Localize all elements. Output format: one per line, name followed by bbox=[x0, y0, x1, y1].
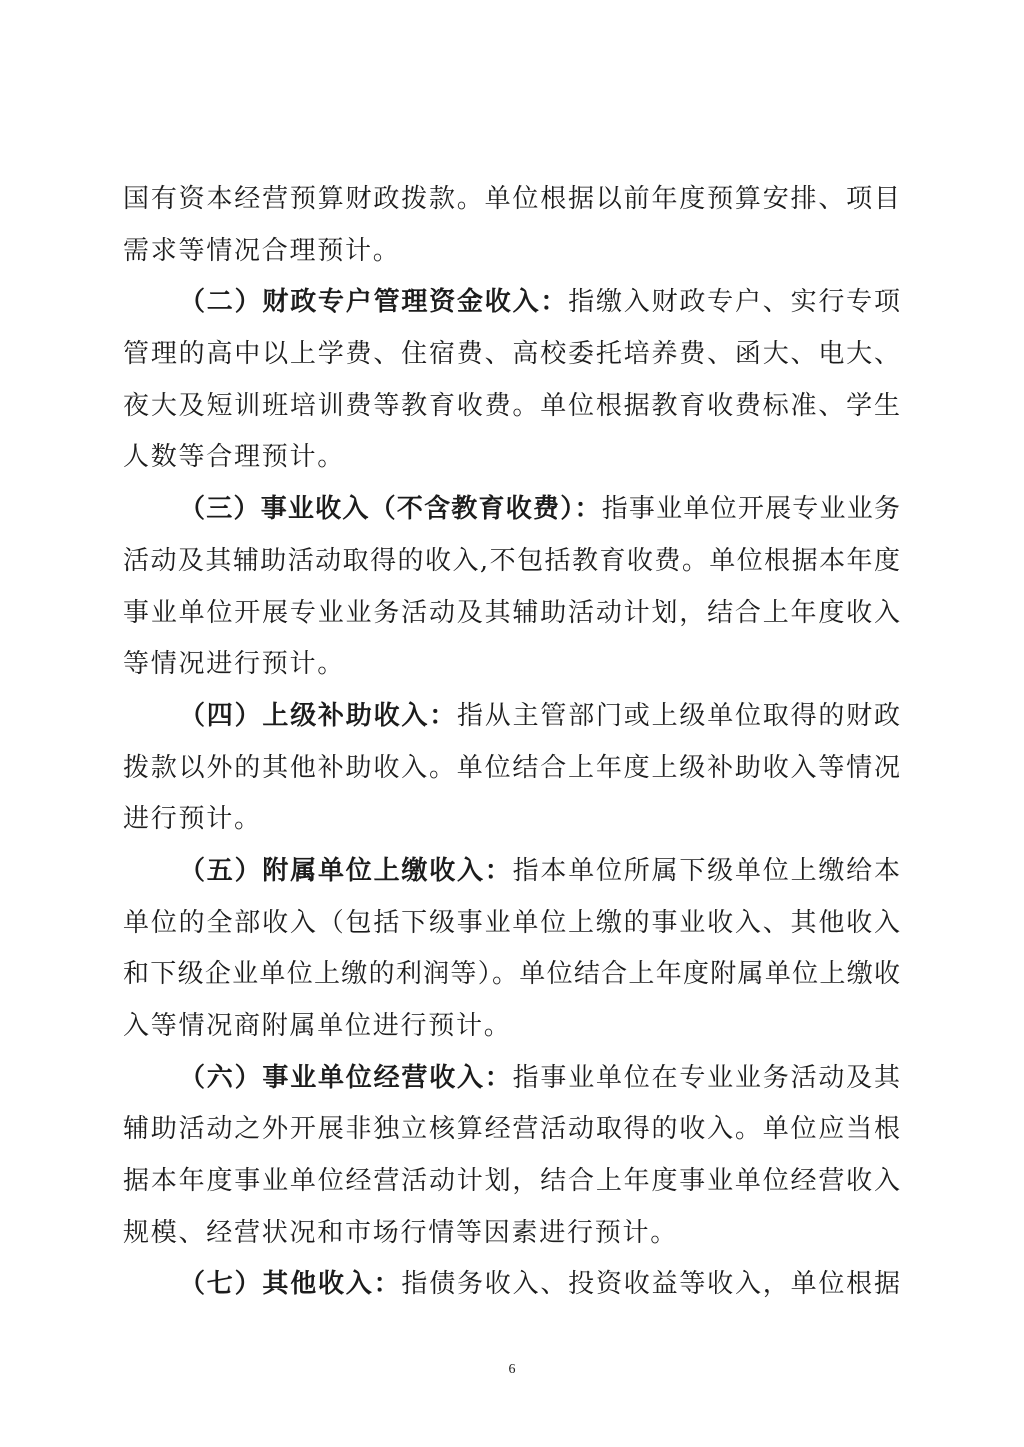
body-line bbox=[123, 846, 900, 898]
section-heading: （六）事业单位经营收入： bbox=[179, 1062, 513, 1093]
line-text: 事业单位开展专业业务活动及其辅助活动计划，结合上年度收入 bbox=[123, 597, 900, 628]
body-line bbox=[123, 898, 900, 950]
line-text: 指债务收入、投资收益等收入，单位根据 bbox=[401, 1269, 900, 1300]
body-line bbox=[123, 743, 900, 795]
line-text: 辅助活动之外开展非独立核算经营活动取得的收入。单位应当根 bbox=[123, 1114, 900, 1145]
line-text: 活动及其辅助活动取得的收入,不包括教育收费。单位根据本年度 bbox=[123, 545, 900, 576]
line-text: 管理的高中以上学费、住宿费、高校委托培养费、函大、电大、 bbox=[123, 339, 900, 370]
section-heading: （四）上级补助收入： bbox=[179, 700, 457, 731]
body-line bbox=[123, 1053, 900, 1105]
body-line bbox=[123, 536, 900, 588]
section-heading: （二）财政专户管理资金收入： bbox=[179, 287, 569, 318]
line-text: 据本年度事业单位经营活动计划，结合上年度事业单位经营收入 bbox=[123, 1166, 900, 1197]
body-line bbox=[123, 1208, 900, 1260]
section-heading: （七）其他收入： bbox=[179, 1269, 402, 1300]
body-line bbox=[123, 1001, 900, 1053]
page-number: 6 bbox=[508, 1362, 516, 1377]
body-line bbox=[123, 1104, 900, 1156]
body-text bbox=[123, 174, 900, 1311]
body-line bbox=[123, 174, 900, 226]
body-line bbox=[123, 691, 900, 743]
line-text: 拨款以外的其他补助收入。单位结合上年度上级补助收入等情况 bbox=[123, 752, 900, 783]
body-line bbox=[123, 794, 900, 846]
line-text: 进行预计。 bbox=[123, 804, 262, 835]
line-text: 等情况进行预计。 bbox=[123, 649, 346, 680]
body-line bbox=[123, 588, 900, 640]
body-line bbox=[123, 329, 900, 381]
line-text: 规模、经营状况和市场行情等因素进行预计。 bbox=[123, 1217, 679, 1248]
line-text: 指本单位所属下级单位上缴给本 bbox=[512, 855, 900, 886]
body-line bbox=[123, 226, 900, 278]
body-line bbox=[123, 432, 900, 484]
line-text: 指从主管部门或上级单位取得的财政 bbox=[457, 700, 900, 731]
line-text: 指事业单位开展专业业务 bbox=[601, 494, 900, 525]
body-line bbox=[123, 381, 900, 433]
body-line bbox=[123, 1259, 900, 1311]
body-line bbox=[123, 484, 900, 536]
body-line bbox=[123, 639, 900, 691]
line-text: 人数等合理预计。 bbox=[123, 442, 346, 473]
line-text: 指缴入财政专户、实行专项 bbox=[568, 287, 900, 318]
line-text: 夜大及短训班培训费等教育收费。单位根据教育收费标准、学生 bbox=[123, 390, 900, 421]
section-heading: （五）附属单位上缴收入： bbox=[179, 855, 513, 886]
line-text: 和下级企业单位上缴的利润等）。单位结合上年度附属单位上缴收 bbox=[123, 959, 900, 990]
line-text: 指事业单位在专业业务活动及其 bbox=[512, 1062, 900, 1093]
body-line bbox=[123, 1156, 900, 1208]
body-line bbox=[123, 949, 900, 1001]
line-text: 需求等情况合理预计。 bbox=[123, 235, 401, 266]
line-text: 入等情况商附属单位进行预计。 bbox=[123, 1011, 512, 1041]
body-line bbox=[123, 277, 900, 329]
line-text: 国有资本经营预算财政拨款。单位根据以前年度预算安排、项目 bbox=[123, 184, 900, 214]
section-heading: （三）事业收入（不含教育收费）： bbox=[179, 494, 602, 525]
line-text: 单位的全部收入（包括下级事业单位上缴的事业收入、其他收入 bbox=[123, 907, 900, 938]
